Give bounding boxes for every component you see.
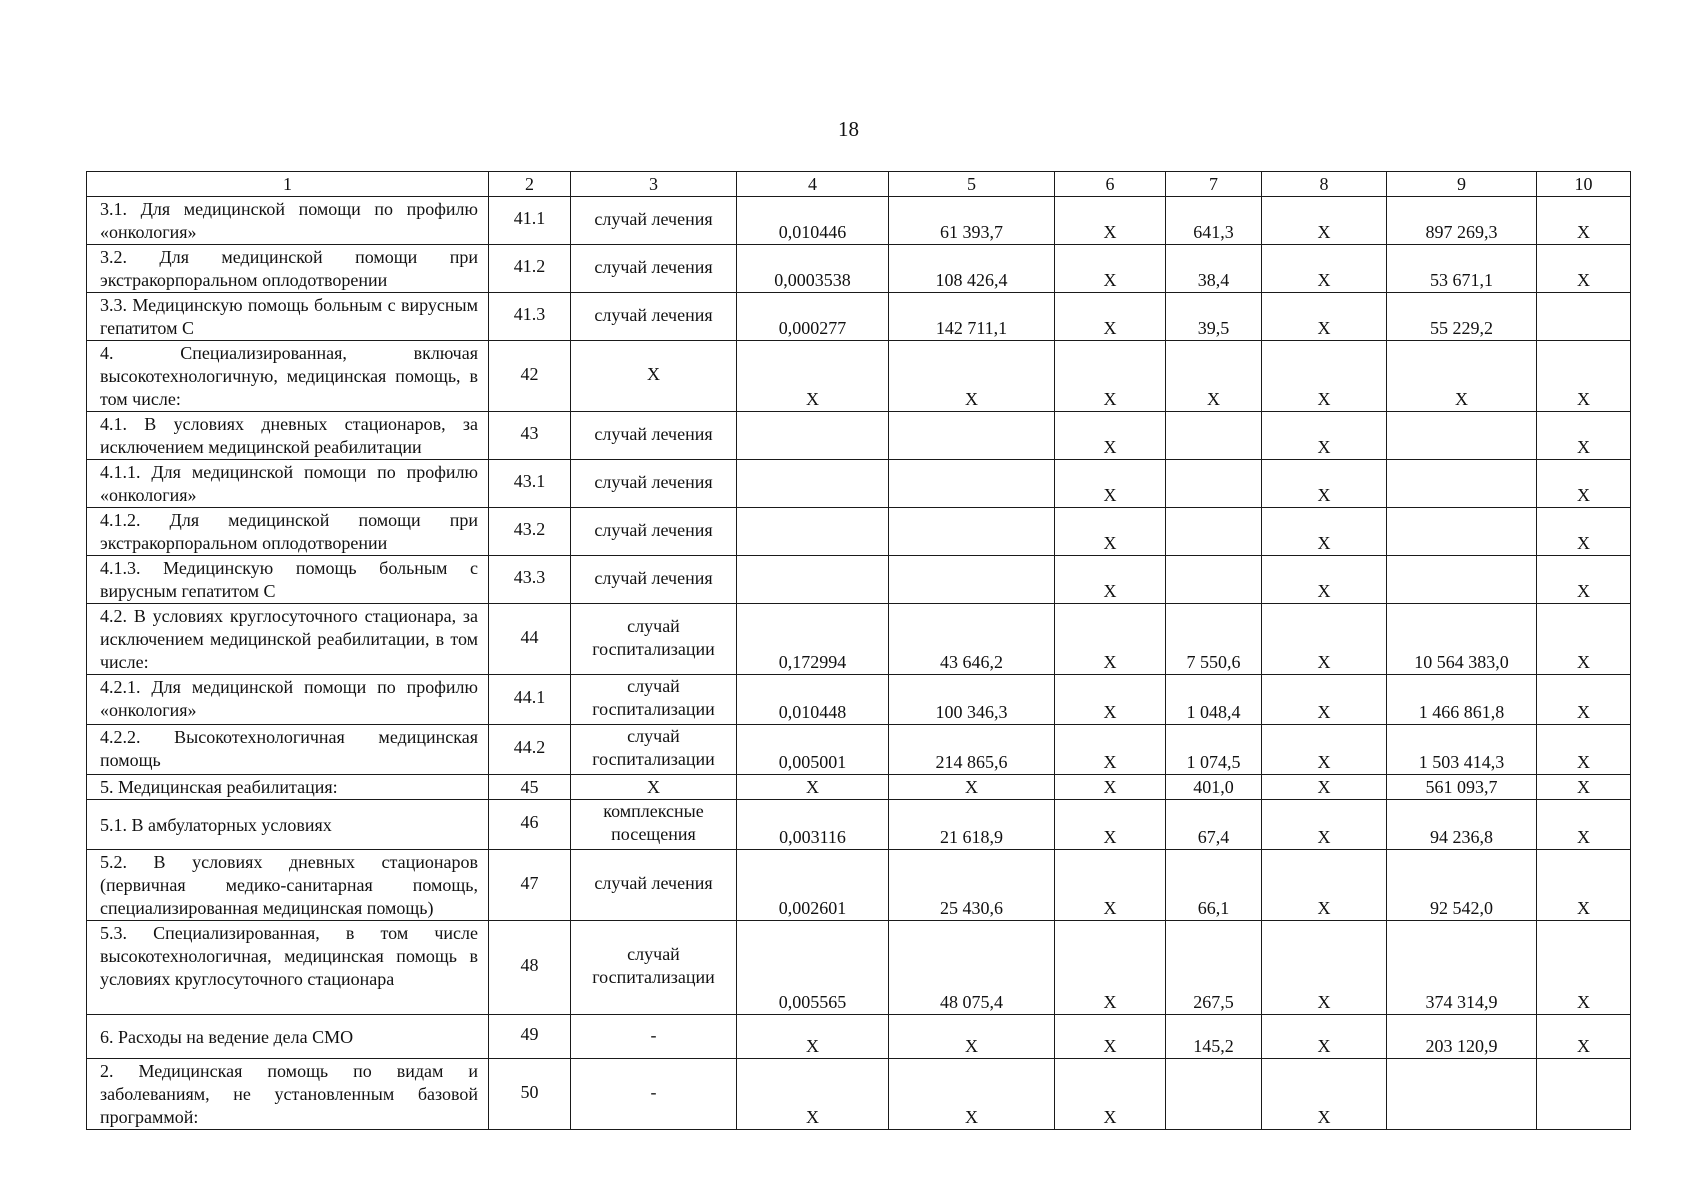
row-value: Х bbox=[1262, 921, 1387, 1015]
row-description: 4.2. В условиях круглосуточного стационара, за исключением медицинской реабилитации, в том числе: bbox=[87, 604, 489, 675]
row-value: Х bbox=[1055, 1059, 1166, 1130]
row-value bbox=[1387, 460, 1537, 508]
row-code: 43.3 bbox=[489, 556, 571, 604]
row-description: 4.2.1. Для медицинской помощи по профилю «онкология» bbox=[87, 675, 489, 725]
row-value: Х bbox=[1055, 800, 1166, 850]
row-value: Х bbox=[1055, 508, 1166, 556]
row-value: Х bbox=[1537, 197, 1631, 245]
row-value: Х bbox=[1537, 604, 1631, 675]
row-value: Х bbox=[1262, 460, 1387, 508]
column-header: 10 bbox=[1537, 172, 1631, 197]
table-row bbox=[87, 412, 1631, 460]
row-value bbox=[737, 556, 889, 604]
row-unit: случай госпитализации bbox=[571, 725, 737, 775]
row-value: 108 426,4 bbox=[889, 245, 1055, 293]
row-value: 1 074,5 bbox=[1166, 725, 1262, 775]
row-value bbox=[1537, 1059, 1631, 1130]
row-value: Х bbox=[1262, 245, 1387, 293]
row-value bbox=[1387, 1059, 1537, 1130]
table-row bbox=[87, 245, 1631, 293]
table-row bbox=[87, 1015, 1631, 1059]
table-row bbox=[87, 460, 1631, 508]
table-row bbox=[87, 850, 1631, 921]
row-value: 43 646,2 bbox=[889, 604, 1055, 675]
row-value: Х bbox=[1537, 245, 1631, 293]
row-description: 4.1.3. Медицинскую помощь больным с вирусным гепатитом С bbox=[87, 556, 489, 604]
row-description: 4.1. В условиях дневных стационаров, за исключением медицинской реабилитации bbox=[87, 412, 489, 460]
row-description: 3.1. Для медицинской помощи по профилю «онкология» bbox=[87, 197, 489, 245]
row-value: 0,010448 bbox=[737, 675, 889, 725]
row-description: 3.3. Медицинскую помощь больным с вирусным гепатитом С bbox=[87, 293, 489, 341]
row-value: 145,2 bbox=[1166, 1015, 1262, 1059]
row-value: Х bbox=[737, 341, 889, 412]
row-value: Х bbox=[1262, 556, 1387, 604]
column-header: 7 bbox=[1166, 172, 1262, 197]
row-unit: - bbox=[571, 1059, 737, 1130]
row-value: Х bbox=[1055, 412, 1166, 460]
row-unit: случай лечения bbox=[571, 460, 737, 508]
row-value bbox=[1387, 508, 1537, 556]
row-value: 10 564 383,0 bbox=[1387, 604, 1537, 675]
row-value: 1 048,4 bbox=[1166, 675, 1262, 725]
row-value: Х bbox=[1537, 921, 1631, 1015]
row-value: 7 550,6 bbox=[1166, 604, 1262, 675]
row-value bbox=[737, 508, 889, 556]
table-row bbox=[87, 1059, 1631, 1130]
row-value: Х bbox=[1055, 850, 1166, 921]
data-table bbox=[86, 171, 1631, 1130]
row-value: 203 120,9 bbox=[1387, 1015, 1537, 1059]
row-value bbox=[1166, 556, 1262, 604]
row-value: Х bbox=[1262, 604, 1387, 675]
row-value: 94 236,8 bbox=[1387, 800, 1537, 850]
row-value: Х bbox=[889, 775, 1055, 800]
row-unit: случай госпитализации bbox=[571, 604, 737, 675]
row-description: 4.2.2. Высокотехнологичная медицинская помощь bbox=[87, 725, 489, 775]
row-value: Х bbox=[1387, 341, 1537, 412]
row-value bbox=[1387, 412, 1537, 460]
table-row bbox=[87, 921, 1631, 1015]
row-value: 897 269,3 bbox=[1387, 197, 1537, 245]
row-value: Х bbox=[1262, 293, 1387, 341]
row-code: 43.1 bbox=[489, 460, 571, 508]
row-value: Х bbox=[1262, 197, 1387, 245]
row-description: 5.3. Специализированная, в том числе высокотехнологичная, медицинская помощь в условиях круглосуточного стационара bbox=[87, 921, 489, 1015]
row-description: 5.2. В условиях дневных стационаров (первичная медико-санитарная помощь, специализированная медицинская помощь) bbox=[87, 850, 489, 921]
row-value: Х bbox=[1537, 508, 1631, 556]
row-value: Х bbox=[1262, 675, 1387, 725]
row-value bbox=[737, 460, 889, 508]
row-code: 49 bbox=[489, 1015, 571, 1059]
row-value: 0,003116 bbox=[737, 800, 889, 850]
row-code: 45 bbox=[489, 775, 571, 800]
row-value: Х bbox=[1537, 412, 1631, 460]
row-value: 1 503 414,3 bbox=[1387, 725, 1537, 775]
column-header: 3 bbox=[571, 172, 737, 197]
row-unit: случай лечения bbox=[571, 850, 737, 921]
row-code: 41.3 bbox=[489, 293, 571, 341]
column-header: 4 bbox=[737, 172, 889, 197]
row-value: Х bbox=[1537, 556, 1631, 604]
row-value: Х bbox=[1055, 341, 1166, 412]
table-row bbox=[87, 197, 1631, 245]
row-value: Х bbox=[1537, 675, 1631, 725]
row-value: Х bbox=[1537, 800, 1631, 850]
row-code: 44.2 bbox=[489, 725, 571, 775]
row-value: 374 314,9 bbox=[1387, 921, 1537, 1015]
row-value: Х bbox=[1262, 850, 1387, 921]
row-value: Х bbox=[1537, 725, 1631, 775]
row-value: Х bbox=[1055, 245, 1166, 293]
table-row bbox=[87, 556, 1631, 604]
row-description: 4.1.1. Для медицинской помощи по профилю «онкология» bbox=[87, 460, 489, 508]
table-row bbox=[87, 604, 1631, 675]
table-row bbox=[87, 800, 1631, 850]
row-value: 641,3 bbox=[1166, 197, 1262, 245]
row-value bbox=[1166, 1059, 1262, 1130]
row-value: 61 393,7 bbox=[889, 197, 1055, 245]
row-value: Х bbox=[1055, 725, 1166, 775]
row-code: 41.2 bbox=[489, 245, 571, 293]
row-value: Х bbox=[737, 775, 889, 800]
row-unit: случай госпитализации bbox=[571, 921, 737, 1015]
row-value: 53 671,1 bbox=[1387, 245, 1537, 293]
row-value: 561 093,7 bbox=[1387, 775, 1537, 800]
page-number: 18 bbox=[838, 117, 859, 141]
row-value: 0,002601 bbox=[737, 850, 889, 921]
table-row bbox=[87, 293, 1631, 341]
row-value bbox=[1387, 556, 1537, 604]
row-value: Х bbox=[889, 1015, 1055, 1059]
row-unit: случай лечения bbox=[571, 245, 737, 293]
row-value: 0,0003538 bbox=[737, 245, 889, 293]
row-value: Х bbox=[1537, 775, 1631, 800]
row-value bbox=[737, 412, 889, 460]
row-unit: случай лечения bbox=[571, 293, 737, 341]
row-value: 1 466 861,8 bbox=[1387, 675, 1537, 725]
row-value bbox=[1537, 293, 1631, 341]
row-value: 0,005565 bbox=[737, 921, 889, 1015]
row-code: 46 bbox=[489, 800, 571, 850]
row-value: Х bbox=[1262, 775, 1387, 800]
row-code: 43 bbox=[489, 412, 571, 460]
row-value: Х bbox=[1537, 1015, 1631, 1059]
column-header: 6 bbox=[1055, 172, 1166, 197]
row-value: 21 618,9 bbox=[889, 800, 1055, 850]
row-unit: случай лечения bbox=[571, 197, 737, 245]
row-value bbox=[889, 460, 1055, 508]
table-row bbox=[87, 341, 1631, 412]
column-header: 1 bbox=[87, 172, 489, 197]
row-value: Х bbox=[1055, 675, 1166, 725]
row-description: 5.1. В амбулаторных условиях bbox=[87, 800, 489, 850]
row-value: 0,000277 bbox=[737, 293, 889, 341]
row-unit: - bbox=[571, 1015, 737, 1059]
row-value: Х bbox=[737, 1015, 889, 1059]
column-header: 8 bbox=[1262, 172, 1387, 197]
column-header: 9 bbox=[1387, 172, 1537, 197]
row-code: 44.1 bbox=[489, 675, 571, 725]
row-value: Х bbox=[1262, 1059, 1387, 1130]
header-row bbox=[87, 172, 1631, 197]
row-value: 0,172994 bbox=[737, 604, 889, 675]
row-value: Х bbox=[1262, 725, 1387, 775]
column-header: 2 bbox=[489, 172, 571, 197]
row-value: 67,4 bbox=[1166, 800, 1262, 850]
row-value: Х bbox=[1166, 341, 1262, 412]
row-unit: случай лечения bbox=[571, 412, 737, 460]
row-value bbox=[1166, 460, 1262, 508]
table-row bbox=[87, 508, 1631, 556]
row-unit: случай госпитализации bbox=[571, 675, 737, 725]
row-value: Х bbox=[1055, 921, 1166, 1015]
row-value: Х bbox=[1262, 508, 1387, 556]
table-row bbox=[87, 675, 1631, 725]
row-code: 47 bbox=[489, 850, 571, 921]
row-value: Х bbox=[1055, 293, 1166, 341]
row-description: 5. Медицинская реабилитация: bbox=[87, 775, 489, 800]
row-value: Х bbox=[1537, 341, 1631, 412]
row-value: 401,0 bbox=[1166, 775, 1262, 800]
row-value: 142 711,1 bbox=[889, 293, 1055, 341]
row-description: 3.2. Для медицинской помощи при экстракорпоральном оплодотворении bbox=[87, 245, 489, 293]
row-description: 6. Расходы на ведение дела СМО bbox=[87, 1015, 489, 1059]
row-value: 39,5 bbox=[1166, 293, 1262, 341]
row-value: 55 229,2 bbox=[1387, 293, 1537, 341]
row-value bbox=[889, 412, 1055, 460]
row-value: Х bbox=[1262, 341, 1387, 412]
row-value: Х bbox=[1537, 850, 1631, 921]
row-value: 214 865,6 bbox=[889, 725, 1055, 775]
row-value: Х bbox=[1262, 412, 1387, 460]
row-description: 2. Медицинская помощь по видам и заболеваниям, не установленным базовой программой: bbox=[87, 1059, 489, 1130]
row-value: Х bbox=[1055, 197, 1166, 245]
row-value: Х bbox=[1055, 775, 1166, 800]
row-value: 25 430,6 bbox=[889, 850, 1055, 921]
table-row bbox=[87, 775, 1631, 800]
row-value bbox=[889, 556, 1055, 604]
row-value: 0,010446 bbox=[737, 197, 889, 245]
row-value: 38,4 bbox=[1166, 245, 1262, 293]
row-value: Х bbox=[889, 1059, 1055, 1130]
row-value: Х bbox=[1055, 460, 1166, 508]
row-value: Х bbox=[737, 1059, 889, 1130]
row-value bbox=[1166, 508, 1262, 556]
row-description: 4.1.2. Для медицинской помощи при экстракорпоральном оплодотворении bbox=[87, 508, 489, 556]
row-code: 42 bbox=[489, 341, 571, 412]
row-code: 44 bbox=[489, 604, 571, 675]
row-value: 48 075,4 bbox=[889, 921, 1055, 1015]
row-value: 267,5 bbox=[1166, 921, 1262, 1015]
row-code: 48 bbox=[489, 921, 571, 1015]
row-value: Х bbox=[1262, 1015, 1387, 1059]
row-value: 66,1 bbox=[1166, 850, 1262, 921]
row-value: 92 542,0 bbox=[1387, 850, 1537, 921]
row-value bbox=[889, 508, 1055, 556]
row-value: Х bbox=[1055, 556, 1166, 604]
row-unit: случай лечения bbox=[571, 508, 737, 556]
row-unit: случай лечения bbox=[571, 556, 737, 604]
row-unit: Х bbox=[571, 341, 737, 412]
row-value: Х bbox=[1055, 604, 1166, 675]
row-code: 41.1 bbox=[489, 197, 571, 245]
table-row bbox=[87, 725, 1631, 775]
row-unit: комплексные посещения bbox=[571, 800, 737, 850]
column-header: 5 bbox=[889, 172, 1055, 197]
row-unit: Х bbox=[571, 775, 737, 800]
row-value: 100 346,3 bbox=[889, 675, 1055, 725]
row-value: Х bbox=[1055, 1015, 1166, 1059]
row-value: Х bbox=[1537, 460, 1631, 508]
row-code: 43.2 bbox=[489, 508, 571, 556]
row-value: 0,005001 bbox=[737, 725, 889, 775]
row-code: 50 bbox=[489, 1059, 571, 1130]
row-value bbox=[1166, 412, 1262, 460]
row-description: 4. Специализированная, включая высокотехнологичную, медицинская помощь, в том числе: bbox=[87, 341, 489, 412]
row-value: Х bbox=[889, 341, 1055, 412]
row-value: Х bbox=[1262, 800, 1387, 850]
